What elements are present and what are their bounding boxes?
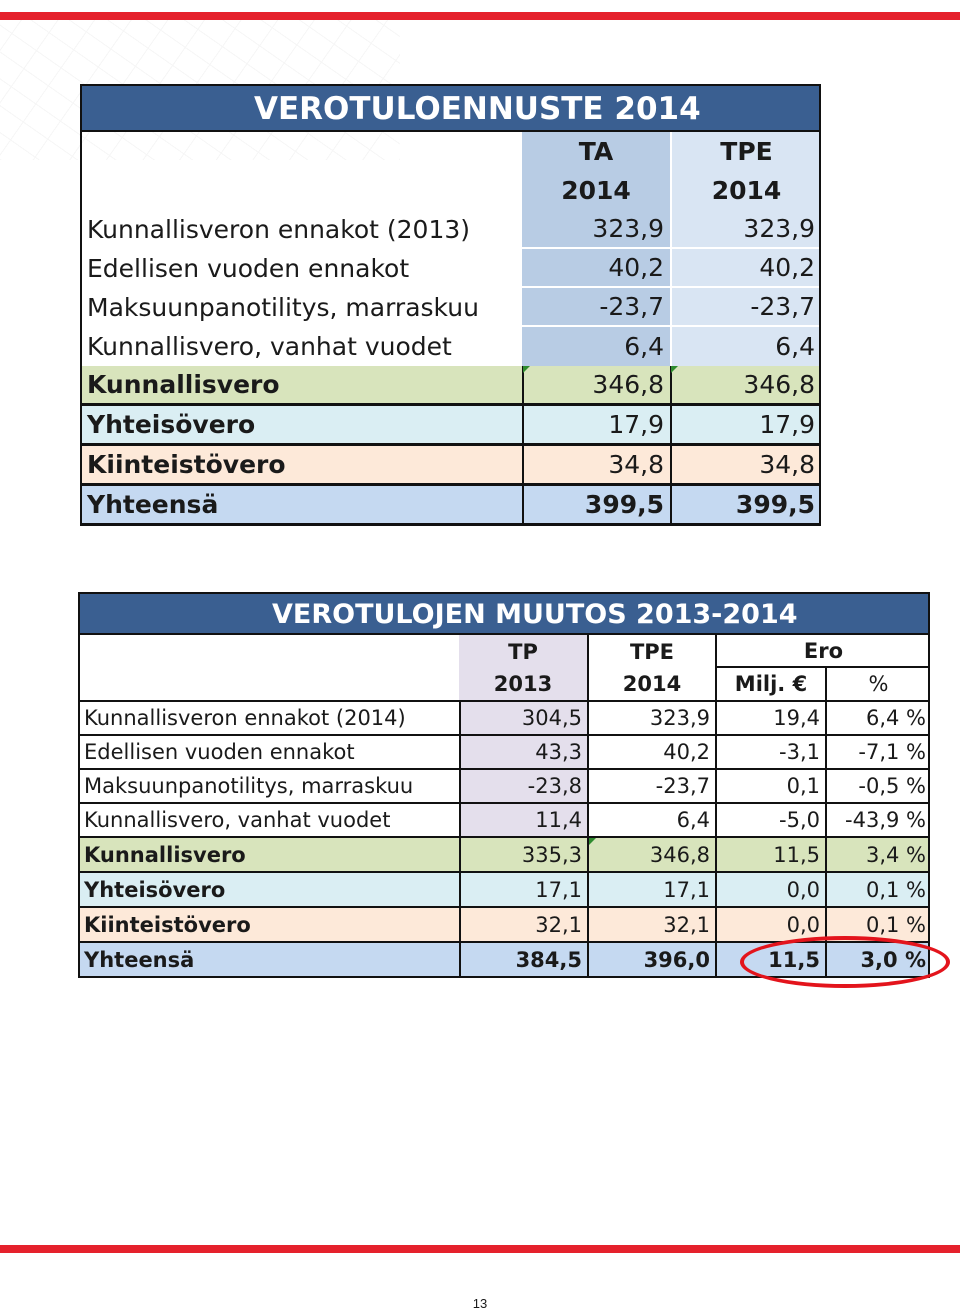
- pct-header: %: [825, 668, 930, 700]
- table2-row: [78, 804, 930, 838]
- tp-value: 17,1: [459, 873, 587, 906]
- ta-header-bottom: 2014: [522, 170, 670, 210]
- tpe-value: 34,8: [670, 446, 821, 483]
- pct-value: 3,4 %: [825, 838, 930, 871]
- comment-marker: [589, 838, 596, 845]
- bottom-red-rule: [0, 1245, 960, 1253]
- milj-value: 19,4: [715, 702, 825, 734]
- table1-row: [80, 288, 821, 327]
- pct-value: 0,1 %: [825, 873, 930, 906]
- table1-row: [80, 249, 821, 288]
- highlight-ellipse: [740, 936, 950, 988]
- tp-header-top: TP: [459, 635, 587, 668]
- row-label: Yhteensä: [84, 947, 195, 972]
- table1-row: [80, 210, 821, 249]
- row-label: Kunnallisveron ennakot (2013): [87, 215, 471, 244]
- ta-value: 323,9: [522, 210, 670, 249]
- tpe-value: -23,7: [670, 288, 821, 327]
- row-label: Kunnallisvero, vanhat vuodet: [84, 808, 391, 832]
- tp-value: 335,3: [459, 838, 587, 871]
- tpe-header-bottom: 2014: [587, 668, 715, 700]
- milj-value: 0,1: [715, 770, 825, 802]
- table1-left-border: [80, 132, 82, 526]
- ta-value: 399,5: [522, 486, 670, 523]
- row-label: Maksuunpanotilitys, marraskuu: [84, 774, 414, 798]
- ta-header-top: TA: [522, 132, 670, 170]
- tpe-value: 346,8: [670, 366, 821, 403]
- tpe-value: 323,9: [670, 210, 821, 249]
- tpe-value: 40,2: [587, 736, 715, 768]
- table1-row-kunnallisvero: [80, 366, 821, 406]
- tpe-value: 17,1: [587, 873, 715, 906]
- table1-header-row-1: [80, 132, 821, 170]
- row-label: Kiinteistövero: [87, 450, 286, 479]
- ta-value: 34,8: [522, 446, 670, 483]
- row-label: Edellisen vuoden ennakot: [84, 740, 355, 764]
- ta-value: 40,2: [522, 249, 670, 288]
- tp-value: 43,3: [459, 736, 587, 768]
- row-label: Kunnallisveron ennakot (2014): [84, 706, 406, 730]
- tpe-value: 17,9: [670, 406, 821, 443]
- pct-value: 6,4 %: [825, 702, 930, 734]
- milj-value: -5,0: [715, 804, 825, 836]
- ta-value: -23,7: [522, 288, 670, 327]
- milj-value: 11,5: [715, 943, 825, 976]
- table1-row-kiinteistovero: [80, 446, 821, 486]
- milj-header: Milj. €: [715, 668, 825, 700]
- row-label: Yhteensä: [87, 490, 219, 519]
- tp-value: 11,4: [459, 804, 587, 836]
- row-label: Yhteisövero: [87, 410, 256, 439]
- tp-header-bottom: 2013: [459, 668, 587, 700]
- table1-title: VEROTULOENNUSTE 2014: [80, 84, 821, 132]
- milj-value: 11,5: [715, 838, 825, 871]
- tpe-header-bottom: 2014: [670, 170, 821, 210]
- tpe-value: -23,7: [587, 770, 715, 802]
- table1-right-border: [819, 132, 821, 526]
- tpe-header-top: TPE: [587, 635, 715, 668]
- page-number: 13: [472, 1296, 488, 1311]
- tpe-value: 40,2: [670, 249, 821, 288]
- top-red-rule: [0, 12, 960, 20]
- row-label: Edellisen vuoden ennakot: [87, 254, 410, 283]
- table2-header-row-2: [78, 668, 930, 702]
- row-label: Yhteisövero: [84, 877, 226, 902]
- tpe-value: 396,0: [587, 943, 715, 976]
- table1-row-yhteensa: [80, 486, 821, 526]
- table2-row-yhteisovero: [78, 873, 930, 908]
- table2-right-border: [928, 635, 930, 978]
- tp-value: -23,8: [459, 770, 587, 802]
- milj-value: 0,0: [715, 873, 825, 906]
- table2-row: [78, 702, 930, 736]
- ta-value: 346,8: [522, 366, 670, 403]
- table2-left-border: [78, 635, 80, 978]
- tpe-header-top: TPE: [670, 132, 821, 170]
- table1-row: [80, 327, 821, 366]
- table1-row-yhteisovero: [80, 406, 821, 446]
- comment-marker: [523, 366, 530, 373]
- table2-header-row-1: [78, 635, 930, 668]
- tp-value: 32,1: [459, 908, 587, 941]
- pct-value: -7,1 %: [825, 736, 930, 768]
- tpe-value: 346,8: [587, 838, 715, 871]
- ero-header: Ero: [715, 635, 930, 668]
- pct-value: -43,9 %: [825, 804, 930, 836]
- table2-row: [78, 770, 930, 804]
- row-label: Maksuunpanotilitys, marraskuu: [87, 293, 479, 322]
- pct-value: 0,1 %: [825, 908, 930, 941]
- table1-header-row-2: [80, 170, 821, 210]
- milj-value: -3,1: [715, 736, 825, 768]
- tpe-value: 32,1: [587, 908, 715, 941]
- tpe-value: 6,4: [670, 327, 821, 366]
- row-label: Kunnallisvero: [84, 842, 246, 867]
- table2-title: VEROTULOJEN MUUTOS 2013-2014: [78, 592, 930, 635]
- milj-value: 0,0: [715, 908, 825, 941]
- tp-value: 384,5: [459, 943, 587, 976]
- ta-value: 6,4: [522, 327, 670, 366]
- table2-row: [78, 736, 930, 770]
- pct-value: 3,0 %: [825, 943, 930, 976]
- pct-value: -0,5 %: [825, 770, 930, 802]
- row-label: Kunnallisvero, vanhat vuodet: [87, 332, 452, 361]
- tpe-value: 323,9: [587, 702, 715, 734]
- tpe-value: 6,4: [587, 804, 715, 836]
- table2-row-kunnallisvero: [78, 838, 930, 873]
- tpe-value: 399,5: [670, 486, 821, 523]
- row-label: Kiinteistövero: [84, 912, 251, 937]
- comment-marker: [671, 366, 678, 373]
- ta-value: 17,9: [522, 406, 670, 443]
- tp-value: 304,5: [459, 702, 587, 734]
- row-label: Kunnallisvero: [87, 370, 280, 399]
